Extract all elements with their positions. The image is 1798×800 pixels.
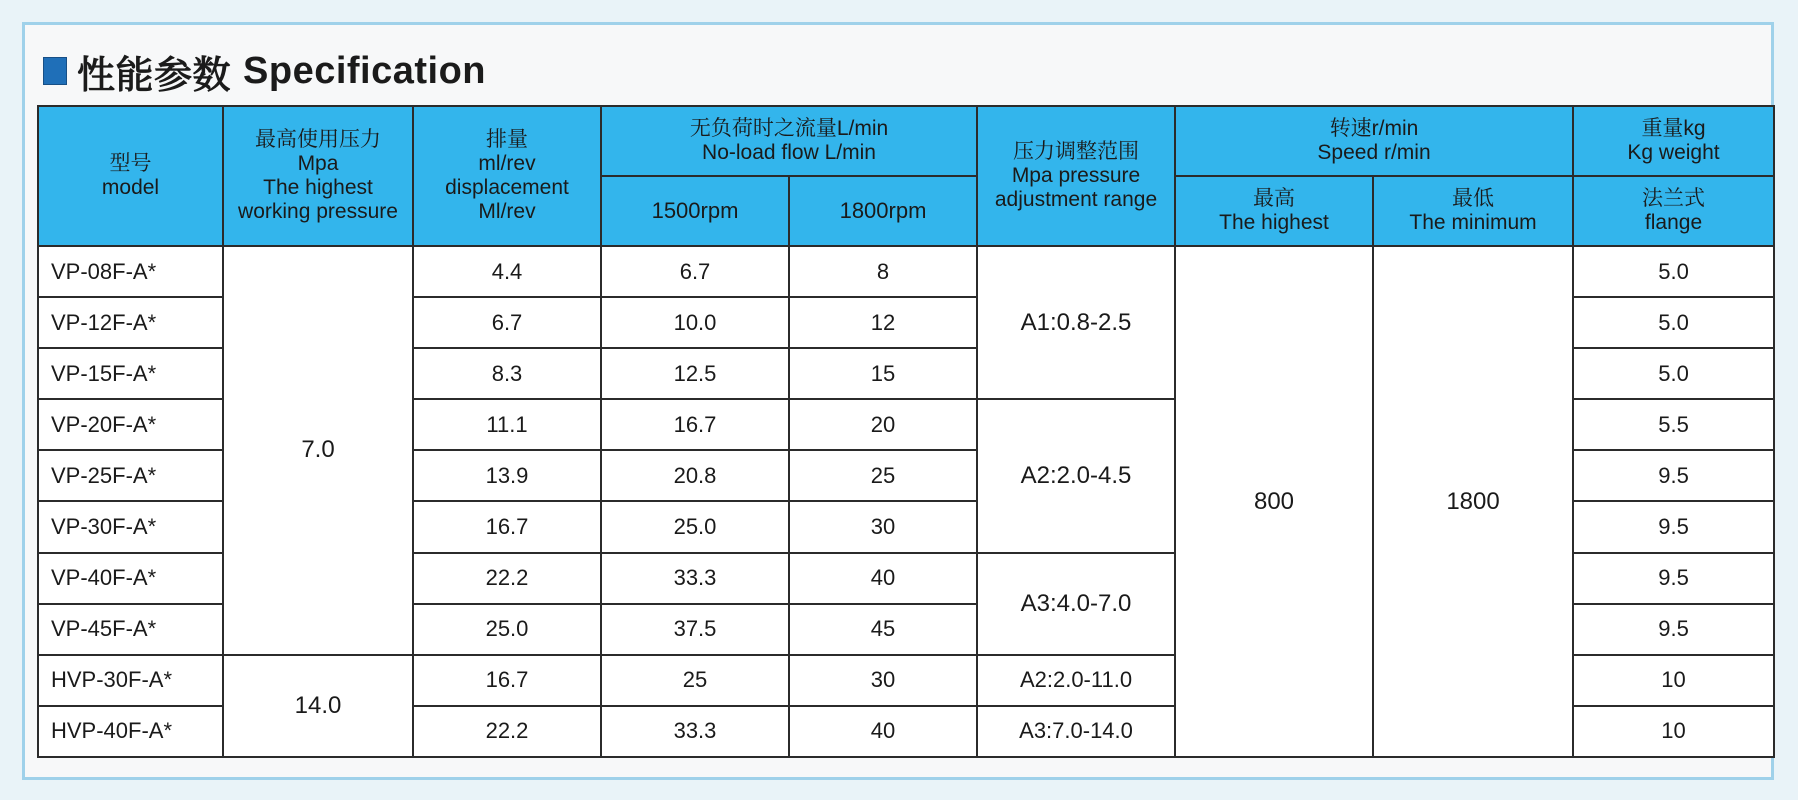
header-speed-minimum: 最低 The minimum [1373, 176, 1573, 246]
cell-adjust-hvp2: A3:7.0-14.0 [977, 706, 1175, 757]
cell-adjust-a2: A2:2.0-4.5 [977, 399, 1175, 552]
cell-flow-1800: 40 [789, 706, 977, 757]
cell-flow-1800: 45 [789, 604, 977, 655]
cell-displacement: 11.1 [413, 399, 601, 450]
header-flange: 法兰式 flange [1573, 176, 1774, 246]
cell-speed-low: 1800 [1373, 246, 1573, 757]
header-adjust-range: 压力调整范围 Mpa pressure adjustment range [977, 106, 1175, 246]
cell-flow-1800: 30 [789, 655, 977, 706]
cell-model: VP-20F-A* [38, 399, 223, 450]
cell-displacement: 25.0 [413, 604, 601, 655]
header-1800rpm: 1800rpm [789, 176, 977, 246]
cell-displacement: 22.2 [413, 553, 601, 604]
cell-flow-1800: 30 [789, 501, 977, 552]
cell-displacement: 6.7 [413, 297, 601, 348]
cell-flow-1500: 16.7 [601, 399, 789, 450]
cell-displacement: 4.4 [413, 246, 601, 297]
header-weight: 重量kg Kg weight [1573, 106, 1774, 176]
cell-adjust-a3: A3:4.0-7.0 [977, 553, 1175, 655]
cell-model: VP-45F-A* [38, 604, 223, 655]
cell-flow-1500: 25 [601, 655, 789, 706]
header-1500rpm: 1500rpm [601, 176, 789, 246]
cell-flow-1500: 6.7 [601, 246, 789, 297]
cell-flow-1500: 25.0 [601, 501, 789, 552]
cell-displacement: 16.7 [413, 655, 601, 706]
header-model: 型号 model [38, 106, 223, 246]
cell-flow-1500: 33.3 [601, 553, 789, 604]
cell-pressure-hvp: 14.0 [223, 655, 413, 757]
cell-model: VP-40F-A* [38, 553, 223, 604]
cell-weight: 9.5 [1573, 553, 1774, 604]
cell-displacement: 22.2 [413, 706, 601, 757]
cell-flow-1800: 40 [789, 553, 977, 604]
cell-adjust-hvp1: A2:2.0-11.0 [977, 655, 1175, 706]
cell-weight: 5.0 [1573, 246, 1774, 297]
cell-pressure-vp: 7.0 [223, 246, 413, 655]
section-title [43, 47, 486, 95]
cell-weight: 10 [1573, 706, 1774, 757]
cell-flow-1500: 20.8 [601, 450, 789, 501]
header-displacement: 排量 ml/rev displacement Ml/rev [413, 106, 601, 246]
cell-displacement: 16.7 [413, 501, 601, 552]
cell-weight: 9.5 [1573, 450, 1774, 501]
cell-speed-high: 800 [1175, 246, 1373, 757]
cell-flow-1800: 25 [789, 450, 977, 501]
cell-weight: 5.0 [1573, 348, 1774, 399]
cell-displacement: 13.9 [413, 450, 601, 501]
cell-model: VP-30F-A* [38, 501, 223, 552]
cell-weight: 10 [1573, 655, 1774, 706]
cell-weight: 9.5 [1573, 604, 1774, 655]
cell-adjust-a1: A1:0.8-2.5 [977, 246, 1175, 399]
cell-model: VP-25F-A* [38, 450, 223, 501]
cell-flow-1500: 10.0 [601, 297, 789, 348]
cell-flow-1800: 8 [789, 246, 977, 297]
cell-flow-1500: 33.3 [601, 706, 789, 757]
header-speed-highest: 最高 The highest [1175, 176, 1373, 246]
header-speed: 转速r/min Speed r/min [1175, 106, 1573, 176]
cell-model: HVP-40F-A* [38, 706, 223, 757]
spec-table [37, 105, 1775, 758]
table-row [38, 246, 1774, 297]
cell-model: VP-12F-A* [38, 297, 223, 348]
title-en: Specification [243, 49, 487, 92]
cell-weight: 9.5 [1573, 501, 1774, 552]
header-noload-flow: 无负荷时之流量L/min No-load flow L/min [601, 106, 977, 176]
cell-flow-1500: 37.5 [601, 604, 789, 655]
cell-model: VP-15F-A* [38, 348, 223, 399]
cell-flow-1800: 15 [789, 348, 977, 399]
title-square-icon [43, 57, 67, 85]
header-pressure: 最高使用压力 Mpa The highest working pressure [223, 106, 413, 246]
spec-panel [22, 22, 1774, 780]
cell-flow-1500: 12.5 [601, 348, 789, 399]
title-zh: 性能参数 [77, 54, 232, 97]
cell-model: VP-08F-A* [38, 246, 223, 297]
cell-displacement: 8.3 [413, 348, 601, 399]
cell-model: HVP-30F-A* [38, 655, 223, 706]
cell-weight: 5.5 [1573, 399, 1774, 450]
cell-flow-1800: 20 [789, 399, 977, 450]
cell-flow-1800: 12 [789, 297, 977, 348]
cell-weight: 5.0 [1573, 297, 1774, 348]
